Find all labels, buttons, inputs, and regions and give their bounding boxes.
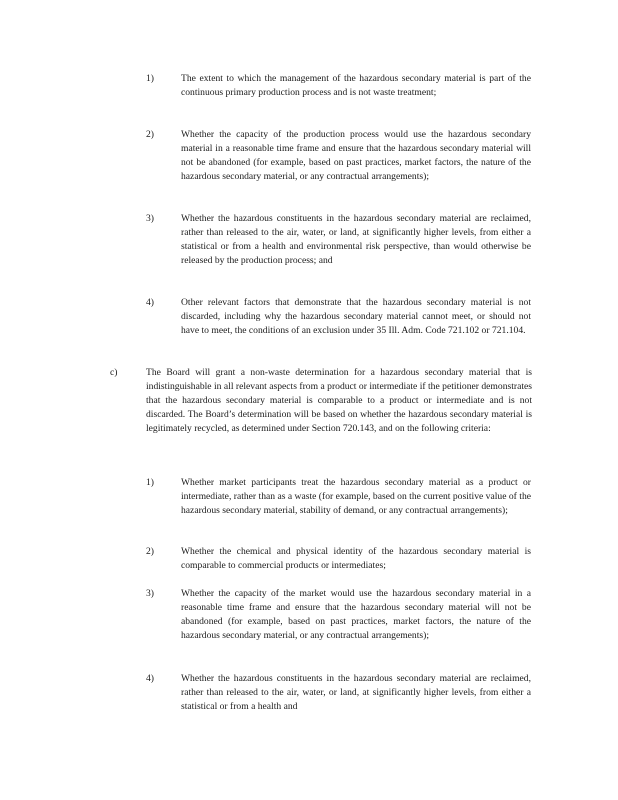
section-text: The Board will grant a non-waste determination for a hazardous secondary material that is indistinguishable in all relevant aspects from a product or intermediate if the petitioner demonstrates that the hazardous secondary material is comparable to a product or intermediate and is not discarded. The Board’s determination will be based on whether the hazardous secondary material is legitimately recycled, as determined under Section 720.143, and on the following criteria: <box>146 367 532 434</box>
list-item-number: 4) <box>146 673 154 684</box>
list-item-text: Whether the hazardous constituents in the hazardous secondary material are reclaimed, rather than released to the air, water, or land, at significantly higher levels, from either a statistical or from a health and environmental risk perspective, than would otherwise be released by the production process; and <box>181 213 531 266</box>
list-item-text: The extent to which the management of the hazardous secondary material is part of the continuous primary production process and is not waste treatment; <box>181 73 531 98</box>
list-item-number: 2) <box>146 546 154 557</box>
list-item-text: Whether the capacity of the production process would use the hazardous secondary material in a reasonable time frame and ensure that the hazardous secondary material will not be abandoned (for example, based on past practices, market factors, the nature of the hazardous secondary material, or any contractual arrangements); <box>181 129 531 182</box>
list-item-number: 1) <box>146 477 154 488</box>
list-item-text: Whether the hazardous constituents in the hazardous secondary material are reclaimed, rather than released to the air, water, or land, at significantly higher levels, from either a statistical or from a health and <box>181 673 531 712</box>
list-item-text: Whether market participants treat the hazardous secondary material as a product or intermediate, rather than as a waste (for example, based on the current positive value of the hazardous secondary material, stability of demand, or any contractual arrangements); <box>181 477 531 516</box>
list-item-number: 3) <box>146 213 154 224</box>
list-item-number: 1) <box>146 73 154 84</box>
list-item-number: 3) <box>146 588 154 599</box>
list-item-text: Whether the chemical and physical identity of the hazardous secondary material is comparable to commercial products or intermediates; <box>181 546 531 571</box>
list-item-text: Whether the capacity of the market would use the hazardous secondary material in a reasonable time frame and ensure that the hazardous secondary material will not be abandoned (for example, based on past practices, market factors, the nature of the hazardous secondary material, or any contractual arrangements); <box>181 588 531 641</box>
list-item-number: 2) <box>146 129 154 140</box>
list-item-number: 4) <box>146 297 154 308</box>
section-label: c) <box>110 367 118 378</box>
list-item-text: Other relevant factors that demonstrate that the hazardous secondary material is not discarded, including why the hazardous secondary material cannot meet, or should not have to meet, the conditions of an exclusion under 35 Ill. Adm. Code 721.102 or 721.104. <box>181 297 531 336</box>
